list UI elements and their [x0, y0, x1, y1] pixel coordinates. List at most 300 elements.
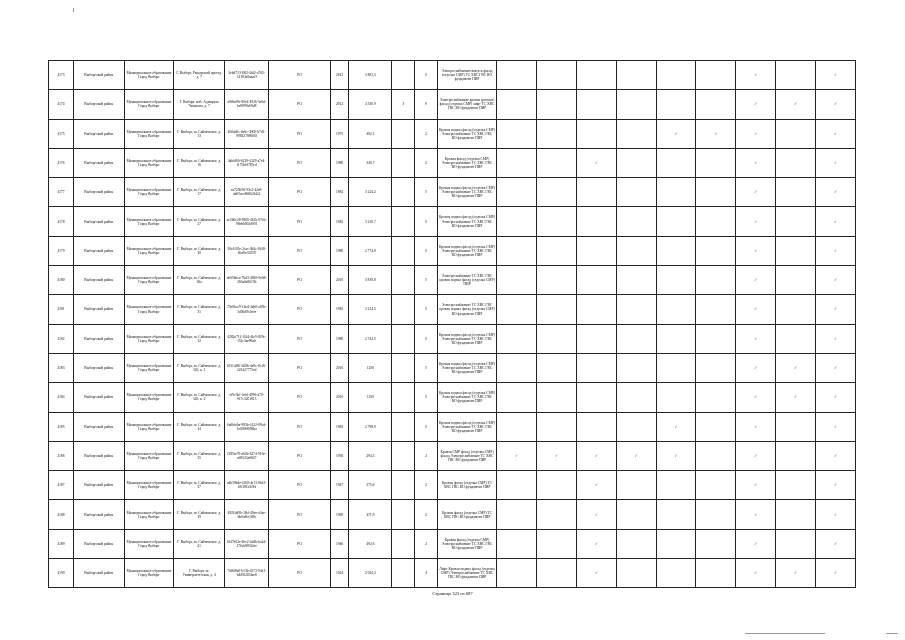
- check-cell: [736, 383, 776, 412]
- municipality-name: Муниципальное образование Город Выборг: [124, 529, 174, 558]
- district-name: Выборгский район: [73, 412, 124, 441]
- floors-max: 5: [415, 236, 438, 265]
- works-list: Кровля подвал фасад (отделка СМР) Электроснабжение ТС ХВС ГВС ВО фундамент ПИР: [437, 119, 496, 148]
- total-area: 375,6: [349, 471, 392, 500]
- floors-min: [392, 529, 415, 558]
- table-row: [49, 207, 856, 236]
- fund-type: РО: [269, 61, 331, 90]
- check-cell: [497, 295, 537, 324]
- works-list: Лифт Кровля подвал фасад (отделка СМР) Электроснабжение ТС ХВС ГВС ВО фундамент ПИР: [437, 559, 496, 588]
- floors-min: [392, 207, 415, 236]
- check-cell: [576, 236, 616, 265]
- municipality-name: Муниципальное образование Город Выборг: [124, 207, 174, 236]
- check-cell: [696, 559, 736, 588]
- floors-max: 2: [415, 441, 438, 470]
- district-name: Выборгский район: [73, 324, 124, 353]
- total-area: 1250: [349, 383, 392, 412]
- check-cell: [815, 441, 855, 470]
- fund-type: РО: [269, 90, 331, 119]
- check-cell: [815, 353, 855, 382]
- floors-max: 2: [415, 529, 438, 558]
- crop-mark: [73, 8, 74, 12]
- fund-type: РО: [269, 559, 331, 588]
- row-number: 4177: [49, 178, 74, 207]
- check-cell: [696, 441, 736, 470]
- year-built: 1930: [330, 441, 348, 470]
- address: Г. Выборг, ш. Сайменское, д. 32: [174, 324, 225, 353]
- municipality-name: Муниципальное образование Город Выборг: [124, 441, 174, 470]
- check-cell: [776, 207, 816, 236]
- check-cell: [576, 412, 616, 441]
- row-number: 4178: [49, 207, 74, 236]
- check-cell: [656, 500, 696, 529]
- page-number: Страница 323 из 687: [432, 591, 473, 596]
- district-name: Выборгский район: [73, 266, 124, 295]
- check-cell: [537, 324, 577, 353]
- total-area: 2 024,3: [349, 559, 392, 588]
- address: Г. Выборг, ш. Сайменское, д. 31: [174, 295, 225, 324]
- total-area: 3 216,7: [349, 207, 392, 236]
- district-name: Выборгский район: [73, 119, 124, 148]
- check-cell: [576, 383, 616, 412]
- check-cell: [537, 61, 577, 90]
- district-name: Выборгский район: [73, 207, 124, 236]
- check-cell: [497, 412, 537, 441]
- check-cell: [497, 559, 537, 588]
- check-cell: [736, 119, 776, 148]
- check-cell: [576, 207, 616, 236]
- check-cell: [537, 148, 577, 177]
- works-list: Кровля фасад (отделка СМР) ТС ХВС ГВС ВО фундамент ПИР: [437, 471, 496, 500]
- municipality-name: Муниципальное образование Город Выборг: [124, 90, 174, 119]
- fund-type: РО: [269, 529, 331, 558]
- check-cell: [656, 178, 696, 207]
- check-cell: [815, 236, 855, 265]
- check-cell: [696, 412, 736, 441]
- district-name: Выборгский район: [73, 471, 124, 500]
- check-cell: [537, 90, 577, 119]
- address: Г. Выборг, ш. Сайменское, д. 17: [174, 178, 225, 207]
- fund-type: РО: [269, 353, 331, 382]
- year-built: 1980: [330, 148, 348, 177]
- check-mark-icon: ✓: [594, 453, 598, 458]
- year-built: 1946: [330, 529, 348, 558]
- check-mark-icon: ✓: [754, 541, 758, 546]
- check-cell: [736, 353, 776, 382]
- year-built: 1982: [330, 178, 348, 207]
- check-cell: [696, 61, 736, 90]
- municipality-name: Муниципальное образование Город Выборг: [124, 178, 174, 207]
- floors-max: 5: [415, 207, 438, 236]
- check-mark-icon: ✓: [754, 512, 758, 517]
- check-cell: [497, 324, 537, 353]
- check-cell: [776, 61, 816, 90]
- address: Г. Выборг, ш. Сайменское, д. 30: [174, 236, 225, 265]
- check-mark-icon: ✓: [833, 336, 837, 341]
- check-mark-icon: ✓: [754, 160, 758, 165]
- check-cell: [736, 90, 776, 119]
- floors-max: 5: [415, 412, 438, 441]
- check-cell: [576, 471, 616, 500]
- row-number: 4176: [49, 148, 74, 177]
- works-list: Электроснабжение ТС ХВС ГВС кровля подвал фасад (отделка СМР) ПИР: [437, 266, 496, 295]
- year-built: 1982: [330, 207, 348, 236]
- works-list: Кровля подвал фасад (отделка СМР) Электроснабжение ТС ХВС ГВС ВО фундамент ПИР: [437, 324, 496, 353]
- table-row: [49, 119, 856, 148]
- check-cell: [656, 61, 696, 90]
- check-cell: [776, 471, 816, 500]
- year-built: 2012: [330, 61, 348, 90]
- table-body: [49, 61, 856, 588]
- check-mark-icon: ✓: [714, 131, 718, 136]
- check-cell: [736, 178, 776, 207]
- check-cell: [736, 236, 776, 265]
- check-cell: [776, 236, 816, 265]
- floors-min: [392, 61, 415, 90]
- check-mark-icon: ✓: [594, 571, 598, 576]
- house-guid: de65bbca-76d3-4849-9e68-263a6a8619b: [225, 266, 269, 295]
- works-list: Кровля фасад (отделка СМР) ТС ХВС ГВС ВО фундамент ПИР: [437, 500, 496, 529]
- check-cell: [537, 383, 577, 412]
- total-area: 3 224,2: [349, 178, 392, 207]
- check-cell: [815, 207, 855, 236]
- check-cell: [696, 207, 736, 236]
- check-cell: [537, 529, 577, 558]
- check-cell: [656, 412, 696, 441]
- municipality-name: Муниципальное образование Город Выборг: [124, 295, 174, 324]
- house-guid: 30e1f45e-2cac-4b2c-8f48-fbcf6e33559: [225, 236, 269, 265]
- fund-type: РО: [269, 266, 331, 295]
- check-cell: [696, 324, 736, 353]
- table-row: [49, 178, 856, 207]
- fund-type: РО: [269, 471, 331, 500]
- check-cell: [776, 353, 816, 382]
- year-built: 1980: [330, 324, 348, 353]
- check-cell: [696, 119, 736, 148]
- address: Г. Выборг, ш. Сайменское, д. 41: [174, 529, 225, 558]
- fund-type: РО: [269, 148, 331, 177]
- year-built: 1980: [330, 236, 348, 265]
- total-area: 3 214,5: [349, 295, 392, 324]
- check-cell: [815, 266, 855, 295]
- works-list: Электроснабжение кровля (ремонт) фасад (отделка СМР) лифт ТС ХВС ГВС ВО фундамент ПИР: [437, 90, 496, 119]
- check-mark-icon: ✓: [594, 541, 598, 546]
- district-name: Выборгский район: [73, 529, 124, 558]
- check-mark-icon: ✓: [594, 160, 598, 165]
- floors-max: 4: [415, 559, 438, 588]
- check-mark-icon: ✓: [754, 483, 758, 488]
- district-name: Выборгский район: [73, 61, 124, 90]
- check-cell: [537, 559, 577, 588]
- floors-min: [392, 324, 415, 353]
- check-cell: [736, 207, 776, 236]
- check-cell: [656, 441, 696, 470]
- municipality-name: Муниципальное образование Город Выборг: [124, 559, 174, 588]
- check-mark-icon: ✓: [674, 131, 678, 136]
- check-cell: [537, 471, 577, 500]
- floors-min: [392, 295, 415, 324]
- check-mark-icon: ✓: [754, 73, 758, 78]
- house-guid: 4abfd06-6239-4329-a7e4-f175b6f785cd: [225, 148, 269, 177]
- house-guid: 4921dd9b-3fbf-40ee-a3ae-bb0a8fe1f8b: [225, 500, 269, 529]
- check-cell: [776, 148, 816, 177]
- check-cell: [815, 90, 855, 119]
- check-cell: [736, 471, 776, 500]
- check-cell: [576, 266, 616, 295]
- floors-min: [392, 559, 415, 588]
- check-cell: [497, 266, 537, 295]
- row-number: 4179: [49, 236, 74, 265]
- check-cell: [616, 207, 656, 236]
- check-cell: [776, 441, 816, 470]
- check-cell: [736, 266, 776, 295]
- address: Г. Выборг, ш. Сайменское, д. 39: [174, 500, 225, 529]
- house-guid: ef9c3bf-3ebf-4896-a70-917c3201813: [225, 383, 269, 412]
- year-built: 1983: [330, 295, 348, 324]
- check-cell: [656, 148, 696, 177]
- check-cell: [616, 324, 656, 353]
- table-row: [49, 236, 856, 265]
- house-guid: 7fd6f8a0-613b-4373-94e3-b4f002f04ae8: [225, 559, 269, 588]
- floors-max: 5: [415, 61, 438, 90]
- district-name: Выборгский район: [73, 383, 124, 412]
- check-mark-icon: ✓: [674, 424, 678, 429]
- municipality-name: Муниципальное образование Город Выборг: [124, 61, 174, 90]
- check-mark-icon: ✓: [634, 453, 638, 458]
- row-number: 4187: [49, 471, 74, 500]
- table-row: [49, 148, 856, 177]
- check-cell: [776, 383, 816, 412]
- check-cell: [576, 353, 616, 382]
- check-cell: [776, 295, 816, 324]
- check-cell: [497, 119, 537, 148]
- check-mark-icon: ✓: [833, 248, 837, 253]
- floors-max: 5: [415, 383, 438, 412]
- check-cell: [656, 119, 696, 148]
- total-area: 2 774,8: [349, 236, 392, 265]
- works-list: Кровля подвал фасад (отделка СМР) Электроснабжение ТС ХВС ГВС ВО фундамент ПИР: [437, 178, 496, 207]
- fund-type: РО: [269, 412, 331, 441]
- check-cell: [776, 500, 816, 529]
- check-cell: [537, 500, 577, 529]
- check-mark-icon: ✓: [833, 453, 837, 458]
- check-cell: [656, 236, 696, 265]
- house-guid: 4282e712-f344-4fe5-829c-f52c3ae96ab: [225, 324, 269, 353]
- address: Г. Выборг, ш. Сайменское, д. 34: [174, 412, 225, 441]
- check-cell: [776, 529, 816, 558]
- check-cell: [776, 412, 816, 441]
- year-built: 1924: [330, 559, 348, 588]
- check-cell: [815, 529, 855, 558]
- check-cell: [497, 441, 537, 470]
- row-number: 4188: [49, 500, 74, 529]
- row-number: 4182: [49, 324, 74, 353]
- check-mark-icon: ✓: [794, 571, 798, 576]
- check-cell: [616, 90, 656, 119]
- floors-min: [392, 353, 415, 382]
- check-mark-icon: ✓: [794, 366, 798, 371]
- address: Г. Выборг, ш. Сайменское, д. 32б, к. 2: [174, 383, 225, 412]
- floors-max: 9: [415, 90, 438, 119]
- municipality-name: Муниципальное образование Город Выборг: [124, 266, 174, 295]
- municipality-name: Муниципальное образование Город Выборг: [124, 383, 174, 412]
- table-row: [49, 324, 856, 353]
- fund-type: РО: [269, 236, 331, 265]
- floors-max: 5: [415, 266, 438, 295]
- check-cell: [656, 90, 696, 119]
- check-cell: [656, 529, 696, 558]
- check-cell: [616, 441, 656, 470]
- check-mark-icon: ✓: [833, 278, 837, 283]
- address: Г. Выборг, ш. Сайменское, д. 30а: [174, 266, 225, 295]
- table-row: [49, 295, 856, 324]
- check-cell: [576, 295, 616, 324]
- check-cell: [616, 559, 656, 588]
- house-guid: f285fe70-a62b-4474-916e-a69523a6847: [225, 441, 269, 470]
- table-row: [49, 90, 856, 119]
- table-row: [49, 61, 856, 90]
- row-number: 4183: [49, 353, 74, 382]
- house-guid: 4b0ab0c-6e6c-4905-b7d1-898437886f65: [225, 119, 269, 148]
- check-cell: [576, 529, 616, 558]
- check-cell: [616, 295, 656, 324]
- check-mark-icon: ✓: [594, 512, 598, 517]
- check-mark-icon: ✓: [833, 395, 837, 400]
- municipality-name: Муниципальное образование Город Выборг: [124, 353, 174, 382]
- check-mark-icon: ✓: [754, 131, 758, 136]
- district-name: Выборгский район: [73, 295, 124, 324]
- check-cell: [616, 236, 656, 265]
- floors-max: 5: [415, 324, 438, 353]
- check-cell: [815, 383, 855, 412]
- check-mark-icon: ✓: [833, 219, 837, 224]
- floors-min: [392, 266, 415, 295]
- check-cell: [576, 119, 616, 148]
- house-guid: ea725b58-93c2-42e8-ab05ace8b962b2f2: [225, 178, 269, 207]
- check-cell: [537, 295, 577, 324]
- check-cell: [815, 119, 855, 148]
- address: Г. Выборг, наб. Адмирала Чичагова, д. 7: [174, 90, 225, 119]
- check-cell: [736, 529, 776, 558]
- check-cell: [736, 500, 776, 529]
- floors-min: [392, 441, 415, 470]
- table-row: [49, 471, 856, 500]
- municipality-name: Муниципальное образование Город Выборг: [124, 148, 174, 177]
- total-area: 471,9: [349, 500, 392, 529]
- check-cell: [537, 178, 577, 207]
- floors-max: 5: [415, 353, 438, 382]
- check-cell: [616, 178, 656, 207]
- crop-mark: [745, 633, 825, 634]
- row-number: 4184: [49, 383, 74, 412]
- check-mark-icon: ✓: [833, 541, 837, 546]
- year-built: 1947: [330, 471, 348, 500]
- check-cell: [815, 61, 855, 90]
- address: Г. Выборг, ш. Сайменское, д. 37: [174, 471, 225, 500]
- check-cell: [497, 90, 537, 119]
- check-cell: [815, 412, 855, 441]
- check-cell: [696, 383, 736, 412]
- check-cell: [497, 236, 537, 265]
- address: Г. Выборг, ш. Университетская, д. 4: [174, 559, 225, 588]
- check-cell: [656, 383, 696, 412]
- check-cell: [656, 324, 696, 353]
- municipality-name: Муниципальное образование Город Выборг: [124, 236, 174, 265]
- floors-min: [392, 148, 415, 177]
- fund-type: РО: [269, 500, 331, 529]
- check-cell: [656, 471, 696, 500]
- table-row: [49, 559, 856, 588]
- check-mark-icon: ✓: [833, 160, 837, 165]
- check-cell: [497, 500, 537, 529]
- floors-min: [392, 119, 415, 148]
- total-area: 492,1: [349, 119, 392, 148]
- address: Г. Выборг, ш. Сайменское, д. 35: [174, 441, 225, 470]
- address: Г. Выборг, ш. Сайменское, д. 32б, к. 1: [174, 353, 225, 382]
- total-area: 2 742,5: [349, 324, 392, 353]
- address: Г. Выборг, ш. Сайменское, д. 27: [174, 207, 225, 236]
- check-cell: [776, 119, 816, 148]
- check-cell: [576, 90, 616, 119]
- check-cell: [497, 529, 537, 558]
- check-mark-icon: ✓: [594, 483, 598, 488]
- year-built: 1983: [330, 412, 348, 441]
- total-area: 3 881,3: [349, 61, 392, 90]
- table-row: [49, 383, 856, 412]
- municipality-name: Муниципальное образование Город Выборг: [124, 500, 174, 529]
- table-row: [49, 353, 856, 382]
- check-mark-icon: ✓: [754, 453, 758, 458]
- floors-max: 2: [415, 471, 438, 500]
- floors-min: [392, 178, 415, 207]
- floors-max: 2: [415, 500, 438, 529]
- works-list: Электроснабжение выпуск фасад (отделка СМР) ТС ХВС ГВС ВО фундамент ПИР: [437, 61, 496, 90]
- check-cell: [656, 207, 696, 236]
- check-cell: [576, 178, 616, 207]
- house-guid: a8ffbe96-90e4-4926-3e6d-be9899e69d8: [225, 90, 269, 119]
- check-cell: [815, 178, 855, 207]
- check-cell: [537, 119, 577, 148]
- check-mark-icon: ✓: [754, 102, 758, 107]
- check-cell: [656, 266, 696, 295]
- works-list: Кровля подвал фасад (отделка СМР) Электроснабжение ТС ХВС ГВС ВО фундамент ПИР: [437, 207, 496, 236]
- total-area: 2 798,9: [349, 412, 392, 441]
- check-cell: [656, 353, 696, 382]
- district-name: Выборгский район: [73, 559, 124, 588]
- check-cell: [696, 178, 736, 207]
- district-name: Выборгский район: [73, 148, 124, 177]
- check-mark-icon: ✓: [833, 190, 837, 195]
- works-list: Электроснабжение ТС ХВС ГВС кровля подвал фасад (отделка СМР) ВО фундамент ПИР: [437, 295, 496, 324]
- check-cell: [537, 412, 577, 441]
- row-number: 4190: [49, 559, 74, 588]
- check-cell: [776, 559, 816, 588]
- row-number: 4173: [49, 61, 74, 90]
- row-number: 4186: [49, 441, 74, 470]
- check-mark-icon: ✓: [754, 571, 758, 576]
- check-cell: [616, 529, 656, 558]
- floors-max: 5: [415, 295, 438, 324]
- total-area: 492,6: [349, 529, 392, 558]
- floors-max: 2: [415, 148, 438, 177]
- fund-type: РО: [269, 383, 331, 412]
- check-cell: [616, 266, 656, 295]
- municipality-name: Муниципальное образование Город Выборг: [124, 471, 174, 500]
- table-row: [49, 266, 856, 295]
- fund-type: РО: [269, 295, 331, 324]
- check-mark-icon: ✓: [833, 73, 837, 78]
- year-built: 2010: [330, 266, 348, 295]
